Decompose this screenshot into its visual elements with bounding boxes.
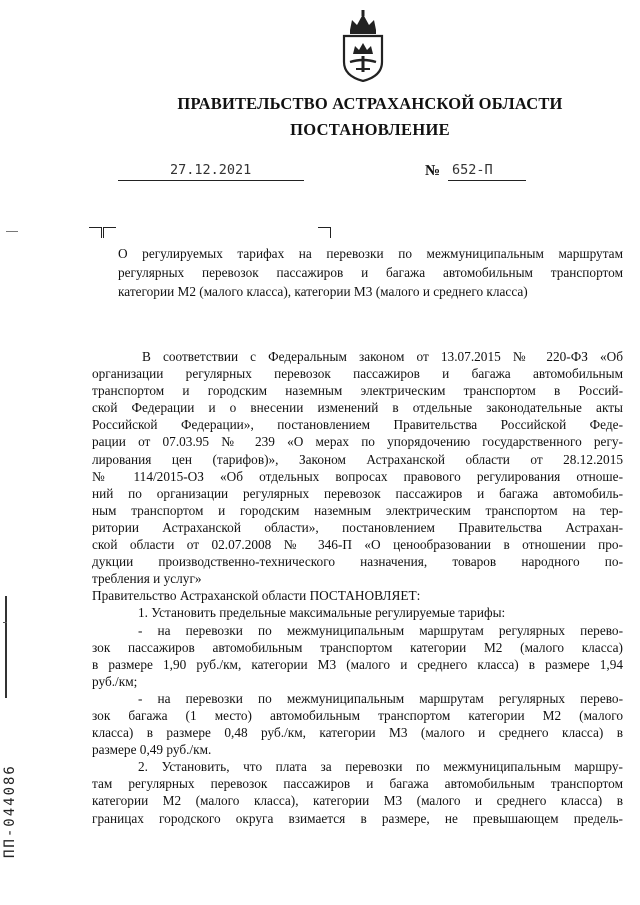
body-line: там регулярных перевозок пассажиров и багажа автомобильным транспортом — [92, 776, 623, 792]
body-line: транспортом и городским наземным электрическим транспортом в Россий- — [92, 383, 623, 399]
body-line: Российской Федерации», постановлением Правительства Российской Феде- — [92, 417, 623, 433]
body-line: ний по организации регулярных перевозок пассажиров и багажа автомобиль- — [92, 485, 623, 501]
body-line: - на перевозки по межмуниципальным маршрутам регулярных перево- — [138, 622, 623, 638]
body-line: требления и услуг» — [92, 571, 202, 587]
body-line: организации регулярных перевозок пассажиров и багажа автомобильным — [92, 366, 623, 382]
number-sign: № — [425, 163, 441, 179]
body-line: 2. Установить, что плата за перевозки по межмуниципальным маршру- — [138, 759, 623, 775]
body-line: руб./км; — [92, 673, 138, 689]
body-line: в размере 1,90 руб./км, категории М3 (малого и среднего класса) в размере 1,94 — [92, 656, 623, 672]
body-line: лирования цен (тарифов)», Законом Астраханской области от 28.12.2015 — [92, 451, 623, 467]
subject-line: регулярных перевозок пассажиров и багажа автомобильным транспортом — [118, 265, 623, 280]
body-line: рации от 07.03.95 № 239 «О мерах по упорядочению государственного регу- — [92, 434, 623, 450]
decree-body — [92, 348, 623, 827]
body-line: В соответствии с Федеральным законом от 13.07.2015 № 220-ФЗ «Об — [142, 349, 623, 364]
document-date: 27.12.2021 — [170, 162, 252, 178]
subject-bracket-left-outer — [89, 227, 102, 238]
body-line: № 114/2015-ОЗ «Об отдельных вопросах правового регулирования отноше- — [92, 468, 623, 484]
body-line: границах городского округа взимается в размере, не превышающем предель- — [92, 810, 623, 826]
body-line: - на перевозки по межмуниципальным маршрутам регулярных перево- — [138, 690, 623, 706]
body-line: дукции производственно-технического назначения, товаров народного по- — [92, 554, 623, 570]
subject-bracket-right — [318, 227, 331, 238]
date-field — [118, 162, 304, 181]
number-field — [448, 162, 526, 181]
body-line: 1. Установить предельные максимальные регулируемые тарифы: — [138, 605, 506, 621]
document-type: ПОСТАНОВЛЕНИЕ — [290, 120, 450, 139]
body-line: ным транспортом и городским наземным электрическим транспортом на тер- — [92, 502, 623, 518]
subject-heading — [118, 244, 623, 301]
serial-number: ПП-044086 — [2, 764, 18, 858]
margin-dash — [6, 231, 18, 232]
margin-tick — [3, 622, 7, 623]
body-line: ской области от 02.07.2008 № 346-П «О ценообразовании в отношении про- — [92, 537, 623, 553]
body-line: ской Федерации и о внесении изменений в отдельные законодательные акты — [92, 400, 623, 416]
body-line: ритории Астраханской области», постановлением Правительства Астрахан- — [92, 519, 623, 535]
body-line: Правительство Астраханской области ПОСТАНОВЛЯЕТ: — [92, 588, 421, 604]
government-name: ПРАВИТЕЛЬСТВО АСТРАХАНСКОЙ ОБЛАСТИ — [177, 94, 563, 113]
coat-of-arms-icon — [338, 10, 388, 82]
subject-line: О регулируемых тарифах на перевозки по межмуниципальным маршрутам — [118, 246, 623, 261]
body-line: зок пассажиров автомобильным транспортом категории М2 (малого класса) — [92, 639, 623, 655]
subject-bracket-left-inner — [103, 227, 116, 238]
body-line: класса) в размере 0,48 руб./км, категории М3 (малого и среднего класса) в — [92, 725, 623, 741]
subject-line: категории М2 (малого класса), категории М3 (малого и среднего класса) — [118, 284, 528, 299]
body-line: зок багажа (1 место) автомобильным транспортом категории М2 (малого — [92, 707, 623, 723]
document-number: 652-П — [452, 162, 493, 178]
body-line: категории М2 (малого класса), категории М3 (малого и среднего класса) в — [92, 793, 623, 809]
margin-bar — [5, 596, 7, 698]
body-line: размере 0,49 руб./км. — [92, 742, 212, 758]
